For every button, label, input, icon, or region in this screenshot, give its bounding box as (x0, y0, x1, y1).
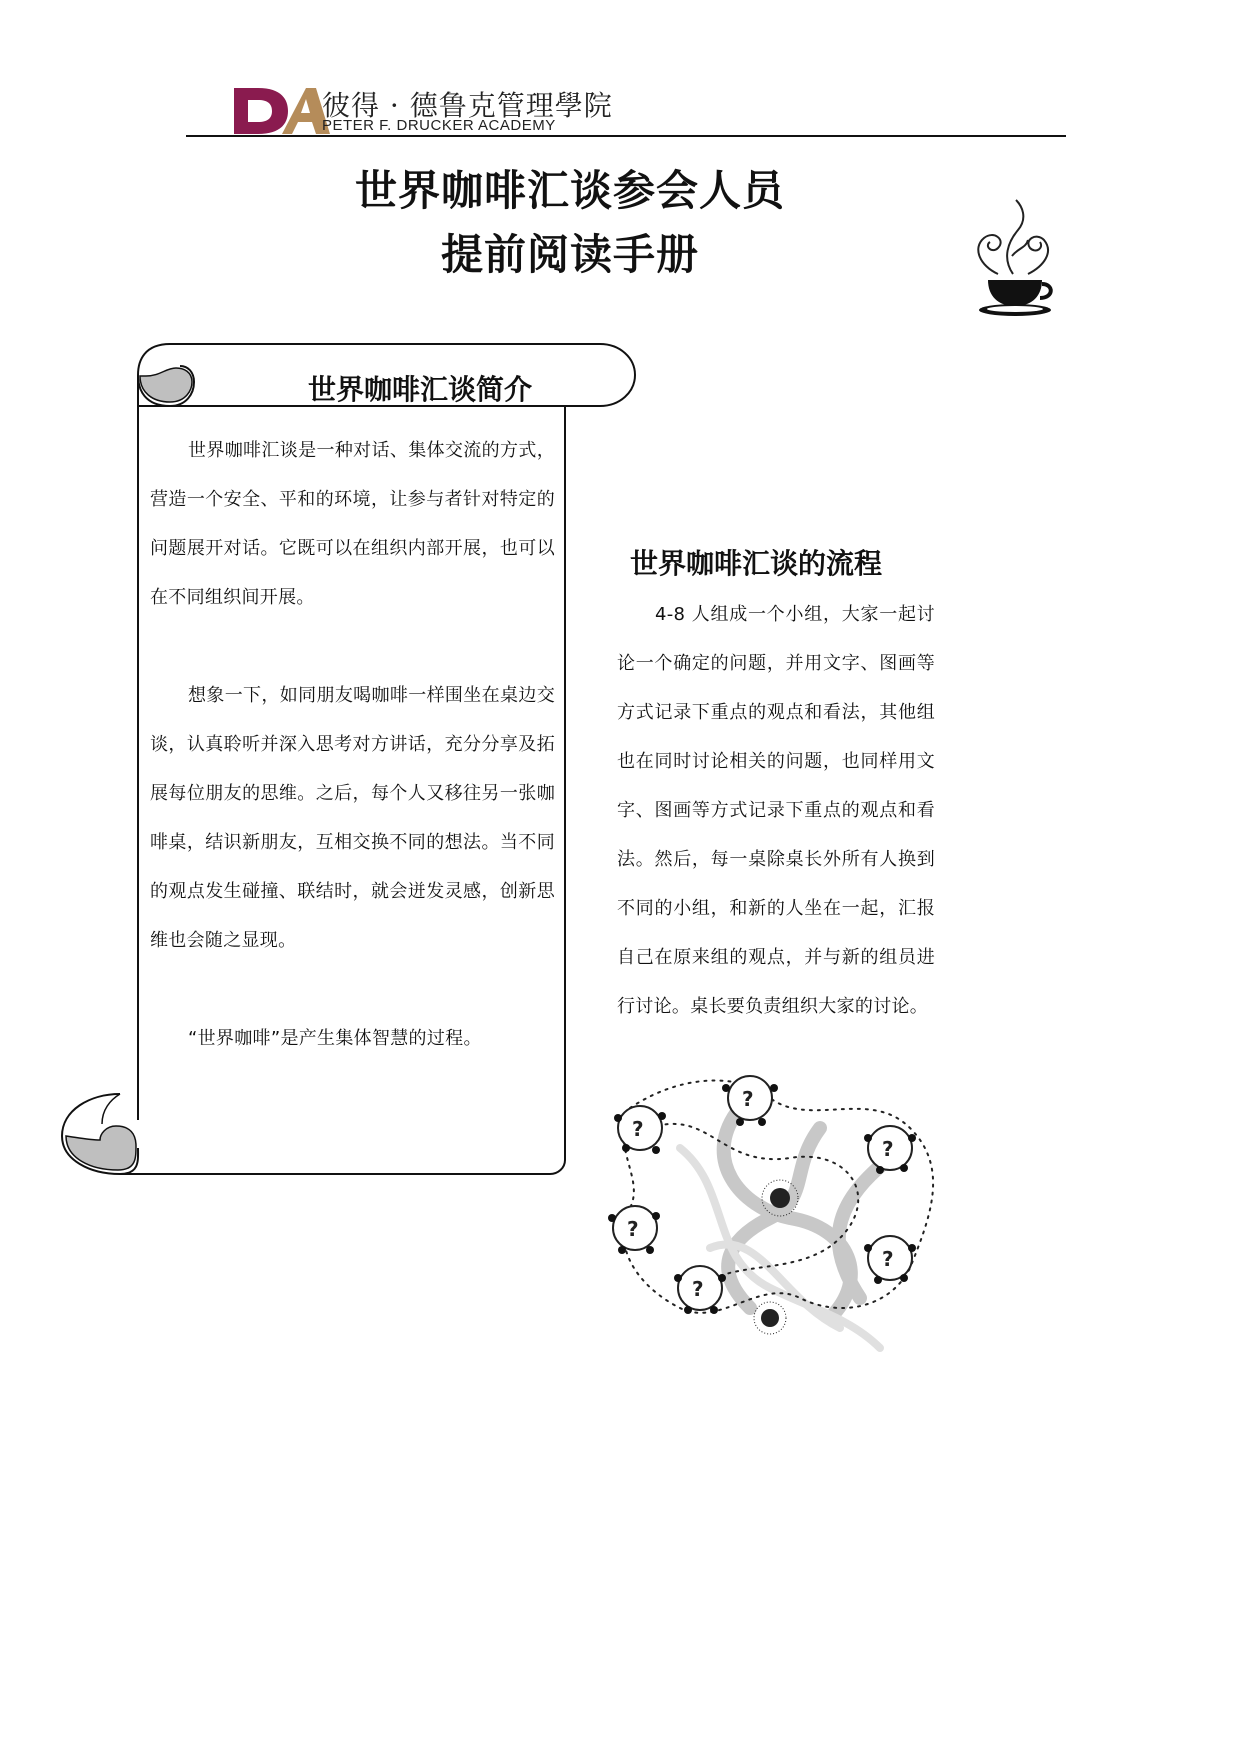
process-heading: 世界咖啡汇谈的流程 (630, 547, 883, 580)
intro-paragraph: 世界咖啡汇谈是一种对话、集体交流的方式，营造一个安全、平和的环境，让参与者针对特定的问题展开对话。它既可以在组织内部开展，也可以在不同组织间开展。 (150, 440, 555, 608)
intro-heading: 世界咖啡汇谈简介 (307, 373, 532, 406)
cafe-table (868, 1126, 912, 1170)
org-name-english: PETER F. DRUCKER ACADEMY (322, 117, 556, 134)
cafe-table (678, 1266, 722, 1310)
coffee-cup-icon (958, 196, 1068, 322)
intro-paragraph: “世界咖啡”是产生集体智慧的过程。 (188, 1028, 482, 1049)
question-mark-icon: ? (882, 1137, 894, 1161)
cafe-table (728, 1076, 772, 1120)
question-mark-icon: ? (692, 1277, 704, 1301)
question-mark-icon: ? (632, 1117, 644, 1141)
document-title-line-1: 世界咖啡汇谈参会人员 (354, 166, 785, 215)
cafe-table (613, 1206, 657, 1250)
header-divider (186, 135, 1066, 137)
document-title-line-2: 提前阅读手册 (440, 230, 699, 279)
world-cafe-illustration (590, 1068, 970, 1358)
question-mark-icon: ? (882, 1247, 894, 1271)
academy-logo-icon (230, 86, 332, 136)
intro-paragraph: 想象一下，如同朋友喝咖啡一样围坐在桌边交谈，认真聆听并深入思考对方讲话，充分分享及拓展每位朋友的思维。之后，每个人又移往另一张咖啡桌，结识新朋友，互相交换不同的想法。当不同的观点发生碰撞、联结时，就会迸发灵感，创新思维也会随之显现。 (150, 685, 555, 951)
intro-body (150, 426, 555, 1063)
page-header (186, 86, 1066, 138)
process-paragraph: 4-8 人组成一个小组，大家一起讨论一个确定的问题，并用文字、图画等方式记录下重点的观点和看法，其他组也在同时讨论相关的问题，也同样用文字、图画等方式记录下重点的观点和看法。然后，每一桌除桌长外所有人换到不同的小组，和新的人坐在一起，汇报自己在原来组的观点，并与新的组员进行讨论。桌长要负责组织大家的讨论。 (617, 604, 935, 1017)
question-mark-icon: ? (627, 1217, 639, 1241)
cafe-table (618, 1106, 662, 1150)
cafe-table (868, 1236, 912, 1280)
org-name-chinese: 彼得 · 德鲁克管理學院 (322, 89, 613, 122)
question-mark-icon: ? (742, 1087, 754, 1111)
